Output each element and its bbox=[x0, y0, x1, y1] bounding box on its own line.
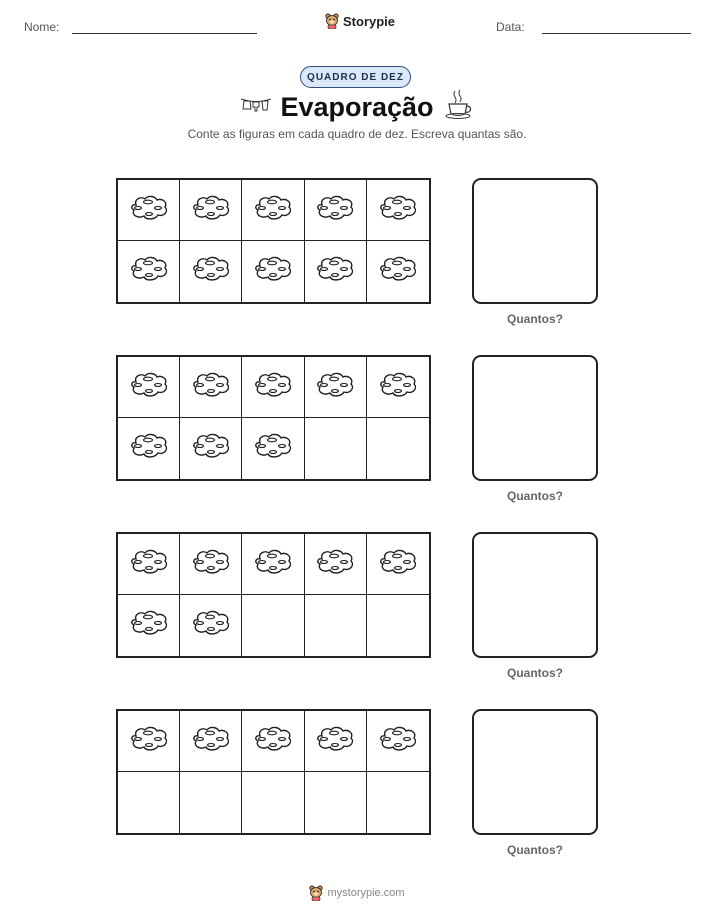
frame-cell bbox=[118, 357, 180, 418]
puddle-icon bbox=[190, 431, 232, 466]
date-label: Data: bbox=[496, 20, 525, 34]
frame-cell bbox=[305, 418, 367, 479]
puddle-icon bbox=[377, 547, 419, 582]
frame-cell bbox=[367, 711, 429, 772]
footer bbox=[0, 885, 714, 901]
ten-frame bbox=[116, 709, 431, 835]
answer-box[interactable] bbox=[472, 709, 598, 835]
page-title: Evaporação bbox=[280, 92, 434, 122]
puddle-icon bbox=[128, 431, 170, 466]
puddle-icon bbox=[252, 431, 294, 466]
puddle-icon bbox=[190, 370, 232, 405]
puddle-icon bbox=[314, 724, 356, 759]
ten-frame bbox=[116, 532, 431, 658]
puddle-icon bbox=[377, 254, 419, 289]
puddle-icon bbox=[128, 547, 170, 582]
puddle-icon bbox=[190, 193, 232, 228]
frame-cell bbox=[180, 180, 242, 241]
frame-cell bbox=[367, 418, 429, 479]
frame-cell bbox=[118, 180, 180, 241]
puddle-icon bbox=[128, 254, 170, 289]
frame-cell bbox=[305, 772, 367, 833]
puddle-icon bbox=[314, 254, 356, 289]
date-field[interactable] bbox=[542, 33, 691, 34]
ten-frame bbox=[116, 178, 431, 304]
frame-cell bbox=[367, 595, 429, 656]
puddle-icon bbox=[252, 193, 294, 228]
answer-box[interactable] bbox=[472, 355, 598, 481]
puddle-icon bbox=[190, 608, 232, 643]
frame-cell bbox=[242, 711, 304, 772]
puddle-icon bbox=[190, 724, 232, 759]
frame-cell bbox=[118, 772, 180, 833]
frame-cell bbox=[180, 534, 242, 595]
puddle-icon bbox=[128, 193, 170, 228]
frame-cell bbox=[305, 357, 367, 418]
frame-cell bbox=[367, 180, 429, 241]
frame-cell bbox=[180, 595, 242, 656]
answer-box[interactable] bbox=[472, 178, 598, 304]
puddle-icon bbox=[252, 724, 294, 759]
puddle-icon bbox=[190, 254, 232, 289]
question-label: Quantos? bbox=[507, 666, 563, 680]
puddle-icon bbox=[252, 370, 294, 405]
bear-icon bbox=[325, 13, 339, 29]
steaming-cup-icon bbox=[444, 88, 474, 120]
frame-cell bbox=[242, 241, 304, 302]
frame-cell bbox=[242, 357, 304, 418]
worksheet-type-badge: QUADRO DE DEZ bbox=[300, 66, 411, 88]
frame-cell bbox=[305, 711, 367, 772]
frame-cell bbox=[118, 711, 180, 772]
puddle-icon bbox=[128, 370, 170, 405]
frame-cell bbox=[118, 241, 180, 302]
frame-cell bbox=[180, 418, 242, 479]
question-label: Quantos? bbox=[507, 312, 563, 326]
frame-cell bbox=[118, 418, 180, 479]
frame-cell bbox=[180, 772, 242, 833]
puddle-icon bbox=[252, 254, 294, 289]
bear-icon bbox=[309, 885, 323, 901]
puddle-icon bbox=[128, 608, 170, 643]
frame-cell bbox=[180, 711, 242, 772]
brand-name: Storypie bbox=[343, 13, 396, 29]
puddle-icon bbox=[377, 370, 419, 405]
answer-box[interactable] bbox=[472, 532, 598, 658]
name-label: Nome: bbox=[24, 20, 60, 34]
question-label: Quantos? bbox=[507, 843, 563, 857]
frame-cell bbox=[180, 241, 242, 302]
frame-cell bbox=[242, 595, 304, 656]
frame-cell bbox=[242, 418, 304, 479]
instructions: Conte as figuras em cada quadro de dez. Escreva quantas são. bbox=[187, 127, 527, 141]
ten-frame bbox=[116, 355, 431, 481]
frame-cell bbox=[367, 357, 429, 418]
puddle-icon bbox=[314, 193, 356, 228]
frame-cell bbox=[305, 534, 367, 595]
question-label: Quantos? bbox=[507, 489, 563, 503]
frame-cell bbox=[305, 595, 367, 656]
puddle-icon bbox=[377, 724, 419, 759]
puddle-icon bbox=[252, 547, 294, 582]
frame-cell bbox=[367, 241, 429, 302]
puddle-icon bbox=[314, 547, 356, 582]
footer-url: mystorypie.com bbox=[327, 887, 405, 899]
frame-cell bbox=[305, 241, 367, 302]
frame-cell bbox=[180, 357, 242, 418]
frame-cell bbox=[367, 772, 429, 833]
frame-cell bbox=[118, 534, 180, 595]
frame-cell bbox=[118, 595, 180, 656]
puddle-icon bbox=[128, 724, 170, 759]
frame-cell bbox=[305, 180, 367, 241]
brand-logo bbox=[325, 13, 395, 29]
frame-cell bbox=[242, 180, 304, 241]
puddle-icon bbox=[190, 547, 232, 582]
frame-cell bbox=[367, 534, 429, 595]
name-field[interactable] bbox=[72, 33, 257, 34]
frame-cell bbox=[242, 772, 304, 833]
frame-cell bbox=[242, 534, 304, 595]
puddle-icon bbox=[377, 193, 419, 228]
puddle-icon bbox=[314, 370, 356, 405]
